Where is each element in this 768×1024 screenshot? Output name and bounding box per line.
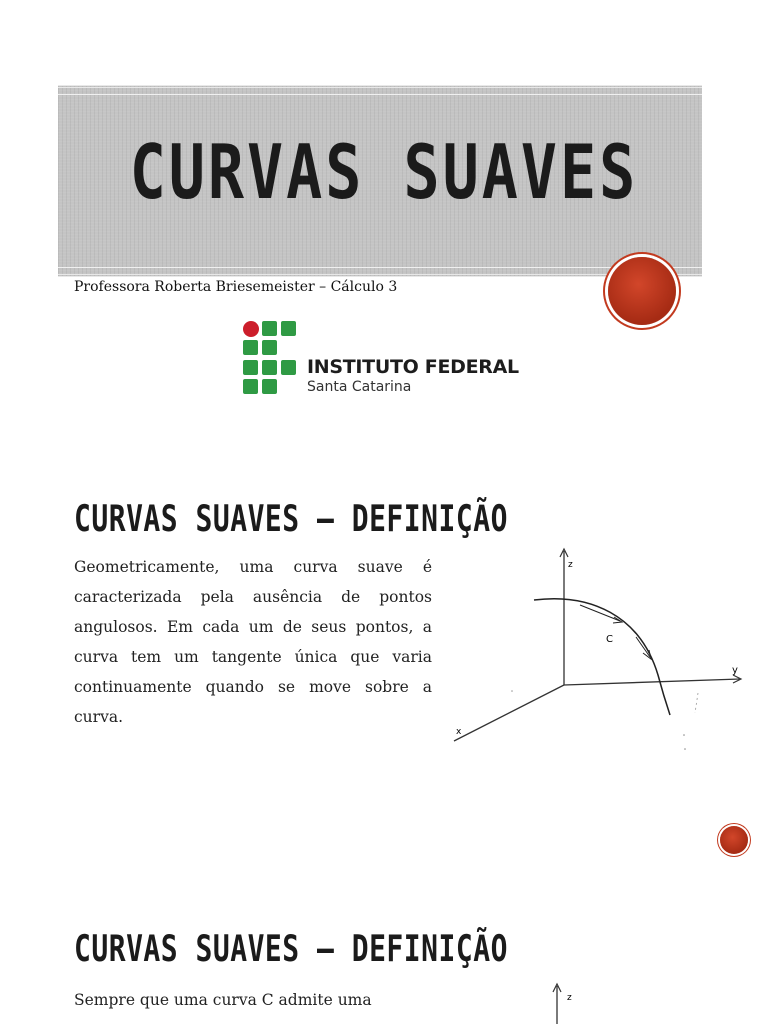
decorative-circle-icon xyxy=(720,826,748,854)
z-axis-label: z xyxy=(568,560,573,570)
tangent-arrow xyxy=(636,637,650,657)
slide-title: CURVAS SUAVES xyxy=(129,129,639,217)
z-axis-label: z xyxy=(567,993,572,1003)
logo-title: INSTITUTO FEDERAL xyxy=(307,356,519,378)
logo-subtitle: Santa Catarina xyxy=(307,379,412,395)
decorative-circle-icon xyxy=(608,257,676,325)
curve-diagram-partial xyxy=(540,980,600,1024)
slide-subtitle: Professora Roberta Briesemeister – Cálculo 3 xyxy=(74,279,398,295)
section-heading: CURVAS SUAVES – DEFINIÇÃO xyxy=(74,927,508,970)
definition-text: Geometricamente, uma curva suave é caracterizada pela ausência de pontos angulosos. Em cada um de seus pontos, a curva tem um tangente única que varia continuamente quando se move sobre a curva. xyxy=(74,558,432,726)
logo-red-dot xyxy=(243,321,259,337)
definition-text: Sempre que uma curva C admite uma xyxy=(74,991,372,1009)
y-axis-label: y xyxy=(732,665,738,676)
curve-label: C xyxy=(606,634,613,645)
x-axis-label: x xyxy=(456,727,462,737)
y-axis xyxy=(564,679,740,685)
ifsc-logo xyxy=(243,321,533,399)
section-heading: CURVAS SUAVES – DEFINIÇÃO xyxy=(74,497,508,540)
smooth-curve-diagram xyxy=(440,545,750,760)
x-axis xyxy=(454,685,564,741)
